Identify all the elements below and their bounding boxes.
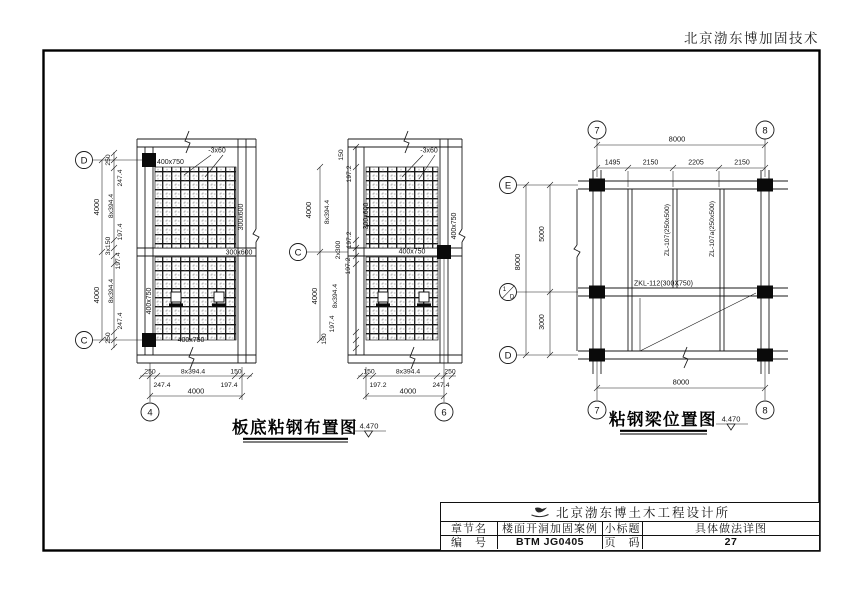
grid-bubble-4 — [141, 403, 159, 421]
axis-bubble-e — [500, 177, 517, 194]
plan-b-column-mid — [437, 245, 451, 259]
svg-text:197.2: 197.2 — [345, 257, 352, 275]
svg-text:4000: 4000 — [399, 386, 417, 396]
plan-b-bottom-dim-labels — [363, 369, 456, 396]
svg-text:8x394.4: 8x394.4 — [395, 368, 421, 376]
beam-plan — [500, 121, 789, 419]
axis-bubble-c-mid — [290, 244, 307, 261]
svg-text:247.4: 247.4 — [153, 382, 171, 389]
cell-subtitle-label: 小标题 — [602, 522, 642, 536]
axis-bubble-1d — [500, 284, 517, 301]
beam-label-zl107: ZL-107(250x500) — [664, 203, 671, 257]
svg-text:6: 6 — [441, 407, 447, 419]
svg-text:197.2: 197.2 — [346, 231, 353, 249]
svg-text:4000: 4000 — [304, 201, 313, 219]
slab-plan-b — [290, 131, 466, 421]
svg-text:250: 250 — [105, 154, 112, 166]
svg-text:D: D — [509, 294, 515, 301]
svg-text:4: 4 — [147, 407, 153, 419]
title-block-table — [441, 522, 819, 549]
svg-text:150: 150 — [338, 149, 345, 161]
svg-text:247.4: 247.4 — [432, 382, 450, 389]
company-logo-icon — [530, 506, 550, 518]
grid-bubble-7-bottom — [588, 401, 606, 419]
cell-number-value: BTM JG0405 — [497, 535, 602, 549]
svg-text:8x394.4: 8x394.4 — [108, 193, 115, 219]
grid-bubble-8-top — [756, 121, 774, 139]
plate-note-label: -3x60 — [208, 147, 226, 155]
zkl-leader-line — [640, 293, 756, 351]
figure-title-text: 粘钢梁位置图 — [609, 410, 717, 429]
svg-text:150: 150 — [230, 368, 242, 376]
svg-text:197.4: 197.4 — [329, 315, 336, 333]
plan-a-slab-upper-hatch — [155, 167, 236, 248]
axis-bubble-c — [76, 332, 93, 349]
svg-text:4000: 4000 — [92, 198, 101, 216]
svg-text:2150: 2150 — [642, 159, 659, 167]
beam-plan-beams — [577, 170, 788, 374]
svg-text:8x394.4: 8x394.4 — [332, 283, 339, 309]
figure-title-text: 板底粘钢布置图 — [232, 418, 358, 437]
svg-text:2150: 2150 — [734, 159, 750, 167]
beam-label: 300x600 — [225, 249, 253, 257]
svg-text:D: D — [504, 350, 512, 362]
beam-plan-dim-ticks — [523, 142, 768, 391]
svg-text:8x394.4: 8x394.4 — [108, 278, 115, 304]
svg-text:247.4: 247.4 — [117, 312, 124, 330]
svg-text:4.470: 4.470 — [721, 414, 741, 424]
beam-label: 400x750 — [146, 287, 153, 315]
slab-plan-a — [76, 131, 260, 421]
dim-label: 5000 — [539, 226, 546, 242]
beam-plan-column — [589, 349, 605, 362]
svg-text:197.2: 197.2 — [369, 382, 387, 389]
plate-note-label: -3x60 — [420, 147, 438, 155]
svg-text:D: D — [80, 155, 88, 167]
cell-number-label: 编 号 — [441, 535, 497, 549]
beam-plan-column — [757, 286, 773, 299]
svg-text:C: C — [80, 335, 88, 347]
svg-text:250: 250 — [105, 332, 112, 344]
cell-page-label: 页 码 — [602, 535, 642, 549]
grid-bubble-7-top — [588, 121, 606, 139]
beam-label: 400x750 — [157, 159, 184, 166]
cell-page-value: 27 — [642, 535, 819, 549]
svg-text:4000: 4000 — [310, 287, 319, 305]
title-block — [440, 502, 820, 551]
svg-text:197.4: 197.4 — [115, 252, 122, 270]
beam-plan-column — [589, 179, 605, 192]
grid-bubble-6 — [435, 403, 453, 421]
beam-label-zl107a: ZL-107a(250x500) — [709, 201, 716, 257]
plan-b-slab-upper-hatch — [366, 167, 438, 248]
beam-label: 300x600 — [363, 202, 370, 230]
plan-a-column-bottom — [142, 333, 156, 347]
svg-text:197.4: 197.4 — [117, 223, 124, 241]
svg-text:4000: 4000 — [187, 386, 205, 396]
svg-text:4000: 4000 — [92, 286, 101, 304]
svg-text:3x150: 3x150 — [105, 236, 112, 256]
svg-text:197.2: 197.2 — [346, 165, 353, 183]
cell-chapter-value: 楼面开洞加固案例 — [497, 522, 602, 536]
beam-label: 400x750 — [451, 212, 458, 240]
cell-subtitle-value: 具体做法详图 — [642, 522, 819, 536]
elevation-mark — [354, 422, 386, 438]
dim-label: 8000 — [668, 134, 686, 144]
beam-label-zkl112: ZKL-112(300X750) — [634, 280, 694, 288]
beam-label: 400x750 — [177, 337, 205, 344]
beam-plan-top-dim-labels — [605, 160, 750, 167]
svg-text:150: 150 — [321, 333, 328, 345]
beam-plan-axis-lines — [517, 139, 766, 400]
plan-a-left-dim-labels — [92, 154, 124, 344]
svg-text:8: 8 — [762, 405, 768, 417]
plan-a-bottom-dim-labels — [144, 369, 242, 396]
svg-text:1495: 1495 — [604, 159, 621, 167]
svg-text:150: 150 — [363, 368, 375, 376]
svg-text:8x394.4: 8x394.4 — [324, 199, 331, 225]
beam-plan-column — [757, 179, 773, 192]
dim-label: 8000 — [513, 253, 522, 271]
title-block-company-row — [441, 503, 819, 522]
svg-text:2x300: 2x300 — [335, 240, 342, 260]
svg-text:C: C — [294, 247, 302, 259]
beam-plan-column — [589, 286, 605, 299]
axis-bubble-d — [76, 152, 93, 169]
svg-text:E: E — [504, 180, 512, 192]
svg-text:250: 250 — [444, 368, 456, 376]
grid-bubble-8-bottom — [756, 401, 774, 419]
svg-text:2205: 2205 — [688, 159, 704, 167]
dim-label: 8000 — [672, 377, 690, 387]
beam-figure-title — [608, 409, 748, 434]
dim-label: 3000 — [539, 314, 546, 330]
axis-bubble-d2 — [500, 347, 517, 364]
elevation-mark — [716, 415, 748, 431]
plan-b-left-dim-labels — [304, 149, 353, 345]
svg-text:8x394.4: 8x394.4 — [180, 368, 206, 376]
beam-label: 300x600 — [238, 203, 245, 231]
slab-figure-title — [232, 417, 386, 442]
cell-chapter-label: 章节名 — [451, 523, 487, 536]
plan-a-column-top — [142, 153, 156, 167]
svg-text:247.4: 247.4 — [117, 169, 124, 187]
svg-text:250: 250 — [144, 368, 156, 376]
beam-label: 400x750 — [398, 248, 426, 256]
company-name: 北京渤东博土木工程设计所 — [555, 505, 730, 520]
svg-text:7: 7 — [594, 405, 600, 417]
svg-text:8: 8 — [762, 125, 768, 137]
beam-plan-column — [757, 349, 773, 362]
header-company-text: 北京渤东博加固技术 — [684, 31, 819, 46]
svg-text:7: 7 — [594, 125, 600, 137]
svg-text:1: 1 — [502, 287, 507, 293]
svg-text:4.470: 4.470 — [359, 421, 379, 431]
svg-text:197.4: 197.4 — [220, 382, 238, 389]
